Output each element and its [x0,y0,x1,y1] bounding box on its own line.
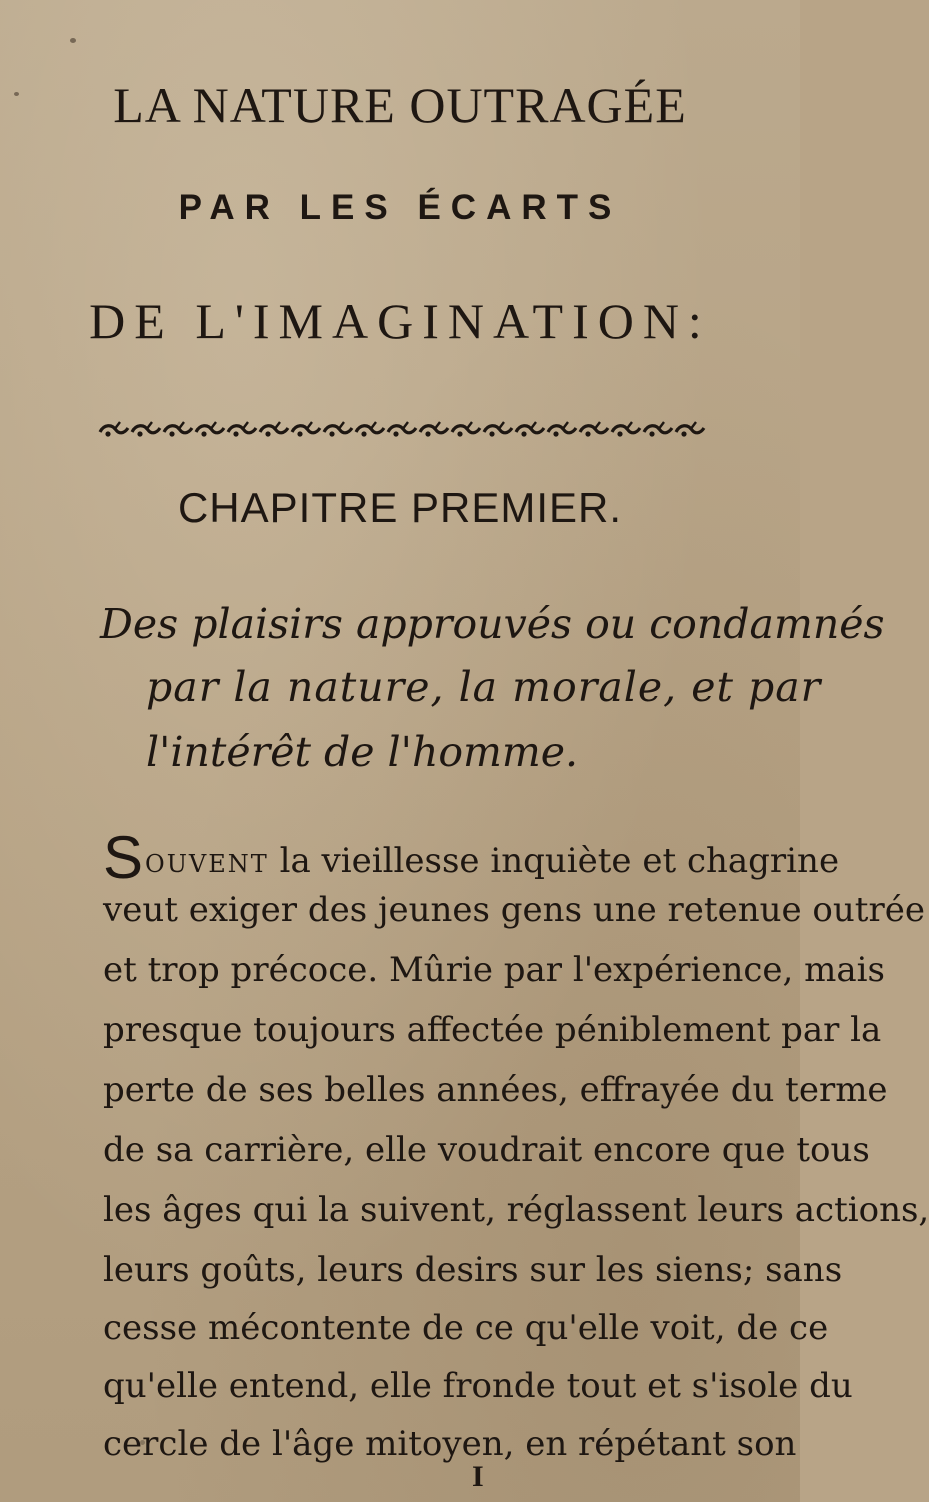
body-line: et trop précoce. Mûrie par l'expérience, mais [103,950,885,990]
title-line-2: PAR LES ÉCARTS [178,188,622,227]
body-line: qu'elle entend, elle fronde tout et s'isole du [103,1366,853,1406]
body-line: presque toujours affectée péniblement par la [103,1010,882,1050]
chapter-heading: CHAPITRE PREMIER. [177,484,623,531]
body-line: de sa carrière, elle voudrait encore que tous [103,1130,870,1170]
body-line: cesse mécontente de ce qu'elle voit, de ce [103,1308,829,1348]
body-line: leurs goûts, leurs desirs sur les siens; sans [103,1250,843,1290]
first-word-small-caps: OUVENT [145,850,269,878]
subtitle-line-3: l'intérêt de l'homme. [146,728,579,776]
title-line-3: DE L'IMAGINATION: [89,293,711,349]
paper-speck [70,38,76,43]
body-line-1-text: la vieillesse inquiète et chagrine [279,841,840,881]
subtitle-line-1: Des plaisirs approuvés ou condamnés [100,600,885,648]
body-line: les âges qui la suivent, réglassent leurs actions, [103,1190,929,1230]
title-line-1: LA NATURE OUTRAGÉE [113,77,687,133]
body-line-1 [103,824,840,891]
ornament-rule [98,418,706,444]
body-line: perte de ses belles années, effrayée du terme [103,1070,888,1110]
subtitle-line-2: par la nature, la morale, et par [146,663,822,711]
body-line: veut exiger des jeunes gens une retenue outrée [103,890,925,930]
body-line: cercle de l'âge mitoyen, en répétant son [103,1424,797,1464]
drop-cap: S [103,824,144,891]
signature-mark: I [472,1460,484,1493]
